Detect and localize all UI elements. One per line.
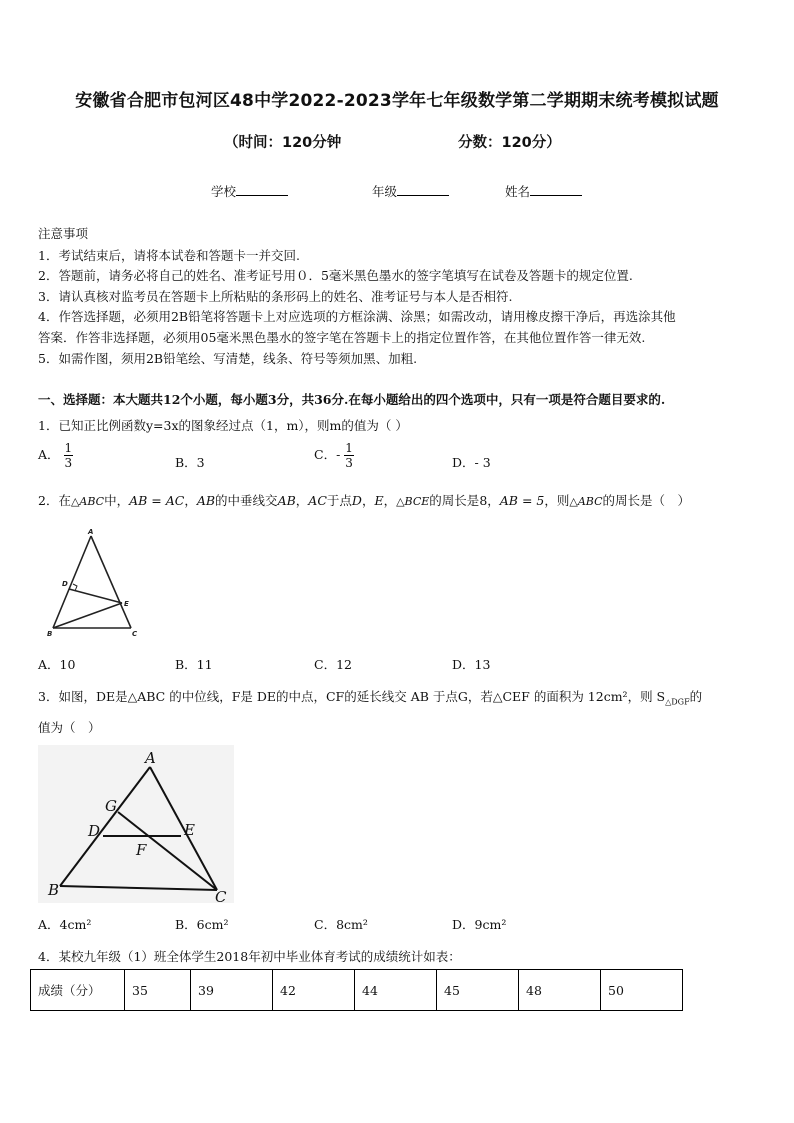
q3-text: 的	[689, 689, 703, 704]
table-cell: 39	[191, 970, 273, 1011]
note-item: 3．请认真核对监考员在答题卡上所粘贴的条形码上的姓名、准考证号与本人是否相符.	[38, 289, 513, 304]
q2-text: ，	[383, 493, 397, 508]
note-item: 2．答题前，请务必将自己的姓名、准考证号用０．5毫米黑色墨水的签字笔填写在试卷及答题卡的规定位置.	[38, 268, 633, 283]
table-row	[31, 970, 683, 1011]
q3-label-c: C	[215, 888, 227, 903]
q1-option-a-label: A．	[38, 447, 60, 462]
note-item: 1．考试结束后，请将本试卷和答题卡一并交回.	[38, 248, 300, 263]
q1-option-a-numerator: 1	[64, 441, 73, 455]
q1-option-d: D．- 3	[452, 455, 491, 470]
q3-option-c: C．8cm²	[314, 917, 368, 932]
q2-text: 的周长是	[429, 493, 480, 508]
q2-math: D	[351, 493, 362, 508]
q2-option-c: C．12	[314, 657, 352, 672]
q2-math: △ABC	[70, 495, 105, 508]
name-blank	[530, 183, 582, 196]
q2-option-b: B．11	[175, 657, 213, 672]
q2-math: AB = 5	[499, 493, 545, 508]
school-blank	[236, 183, 288, 196]
q2-math: AB	[277, 493, 296, 508]
q2-text: 于点	[326, 493, 352, 508]
school-field	[211, 182, 288, 200]
q2-label-e: E	[124, 600, 129, 608]
table-cell: 35	[125, 970, 191, 1011]
q2-label-d: D	[62, 580, 68, 588]
q3-label-d: D	[88, 822, 101, 840]
note-item: 5．如需作图，须用2B铅笔绘、写清楚，线条、符号等须加黑、加粗.	[38, 351, 418, 366]
q3-label-g: G	[105, 797, 117, 815]
q3-stem-line2: 值为（ ）	[38, 720, 101, 735]
q3-option-d: D．9cm²	[452, 917, 507, 932]
grade-label: 年级	[372, 184, 398, 199]
q2-option-d: D．13	[452, 657, 491, 672]
notes-heading: 注意事项	[38, 226, 89, 241]
q2-label-a: A	[88, 528, 94, 536]
q3-subscript: △DGF	[665, 697, 690, 707]
q3-text: 3．如图，DE是△ABC 的中位线，F是 DE的中点，CF的延长线交 AB 于点G，若△CEF 的面积为 12cm²，则 S	[38, 689, 666, 704]
table-cell: 42	[273, 970, 355, 1011]
q1-option-b: B．3	[175, 455, 205, 470]
exam-time: （时间：120分钟	[224, 135, 342, 151]
table-cell: 44	[355, 970, 437, 1011]
q2-text: ，	[487, 493, 500, 508]
q1-option-c	[314, 441, 354, 470]
q3-label-a: A	[145, 749, 156, 767]
q2-text: ，	[295, 493, 309, 508]
name-field	[505, 182, 582, 200]
q3-label-f: F	[136, 841, 147, 859]
q3-triangle-figure	[38, 745, 234, 903]
grade-field	[372, 182, 449, 200]
exam-score: 分数：120分）	[458, 135, 561, 151]
q4-score-table	[30, 969, 683, 1011]
q2-text: ，	[361, 493, 375, 508]
q2-math: 8	[479, 493, 488, 508]
school-label: 学校	[211, 184, 237, 199]
q2-math: AB = AC	[129, 493, 185, 508]
table-cell: 48	[519, 970, 601, 1011]
q2-stem	[38, 491, 690, 509]
table-cell: 50	[601, 970, 683, 1011]
q2-text: ，	[184, 493, 197, 508]
q2-text: 的中垂线交	[215, 493, 278, 508]
q2-math: △ABC	[569, 495, 603, 508]
q2-text: 中，	[104, 493, 130, 508]
q2-math: △BCE	[396, 495, 430, 508]
q3-option-a: A．4cm²	[38, 917, 92, 932]
q3-stem-line1	[38, 687, 702, 707]
q1-stem: 1．已知正比例函数y=3x的图象经过点（1，m），则m的值为（ ）	[38, 418, 408, 433]
q1-option-c-numerator: 1	[345, 441, 353, 455]
q1-option-a-fraction	[64, 441, 74, 470]
name-label: 姓名	[505, 184, 531, 199]
exam-title: 安徽省合肥市包河区48中学2022-2023学年七年级数学第二学期期末统考模拟试题	[75, 91, 719, 111]
q1-option-a-denominator: 3	[64, 456, 73, 470]
q2-text: 的周长是（ ）	[602, 493, 691, 508]
grade-blank	[397, 183, 449, 196]
note-item: 4．作答选择题，必须用2B铅笔将答题卡上对应选项的方框涂满、涂黑；如需改动，请用橡皮擦干净后，再选涂其他	[38, 309, 676, 324]
q2-math: AB	[196, 493, 216, 508]
q2-math: E	[374, 493, 384, 508]
q1-option-c-denominator: 3	[345, 456, 353, 470]
section-heading: 一、选择题：本大题共12个小题，每小题3分，共36分.在每小题给出的四个选项中，只有一项是符合题目要求的.	[38, 392, 666, 407]
note-item: 答案．作答非选择题，必须用05毫米黑色墨水的签字笔在答题卡上的指定位置作答，在其他位置作答一律无效.	[38, 330, 646, 345]
q2-label-c: C	[132, 630, 138, 638]
table-cell: 成绩（分）	[31, 970, 125, 1011]
q2-text: 2．在	[38, 493, 71, 508]
q4-stem: 4．某校九年级（1）班全体学生2018年初中毕业体育考试的成绩统计如表：	[38, 949, 461, 964]
q2-math: AC	[308, 493, 327, 508]
q2-option-a: A．10	[38, 657, 76, 672]
table-cell: 45	[437, 970, 519, 1011]
q3-option-b: B．6cm²	[175, 917, 229, 932]
q2-triangle-figure	[40, 528, 150, 640]
q3-label-e: E	[184, 821, 195, 839]
q2-label-b: B	[47, 630, 53, 638]
q1-option-c-label: C．-	[314, 447, 341, 462]
q1-option-c-fraction	[344, 441, 354, 470]
q2-text: ，则	[544, 493, 570, 508]
q3-label-b: B	[48, 881, 60, 899]
q1-option-a	[38, 441, 73, 470]
